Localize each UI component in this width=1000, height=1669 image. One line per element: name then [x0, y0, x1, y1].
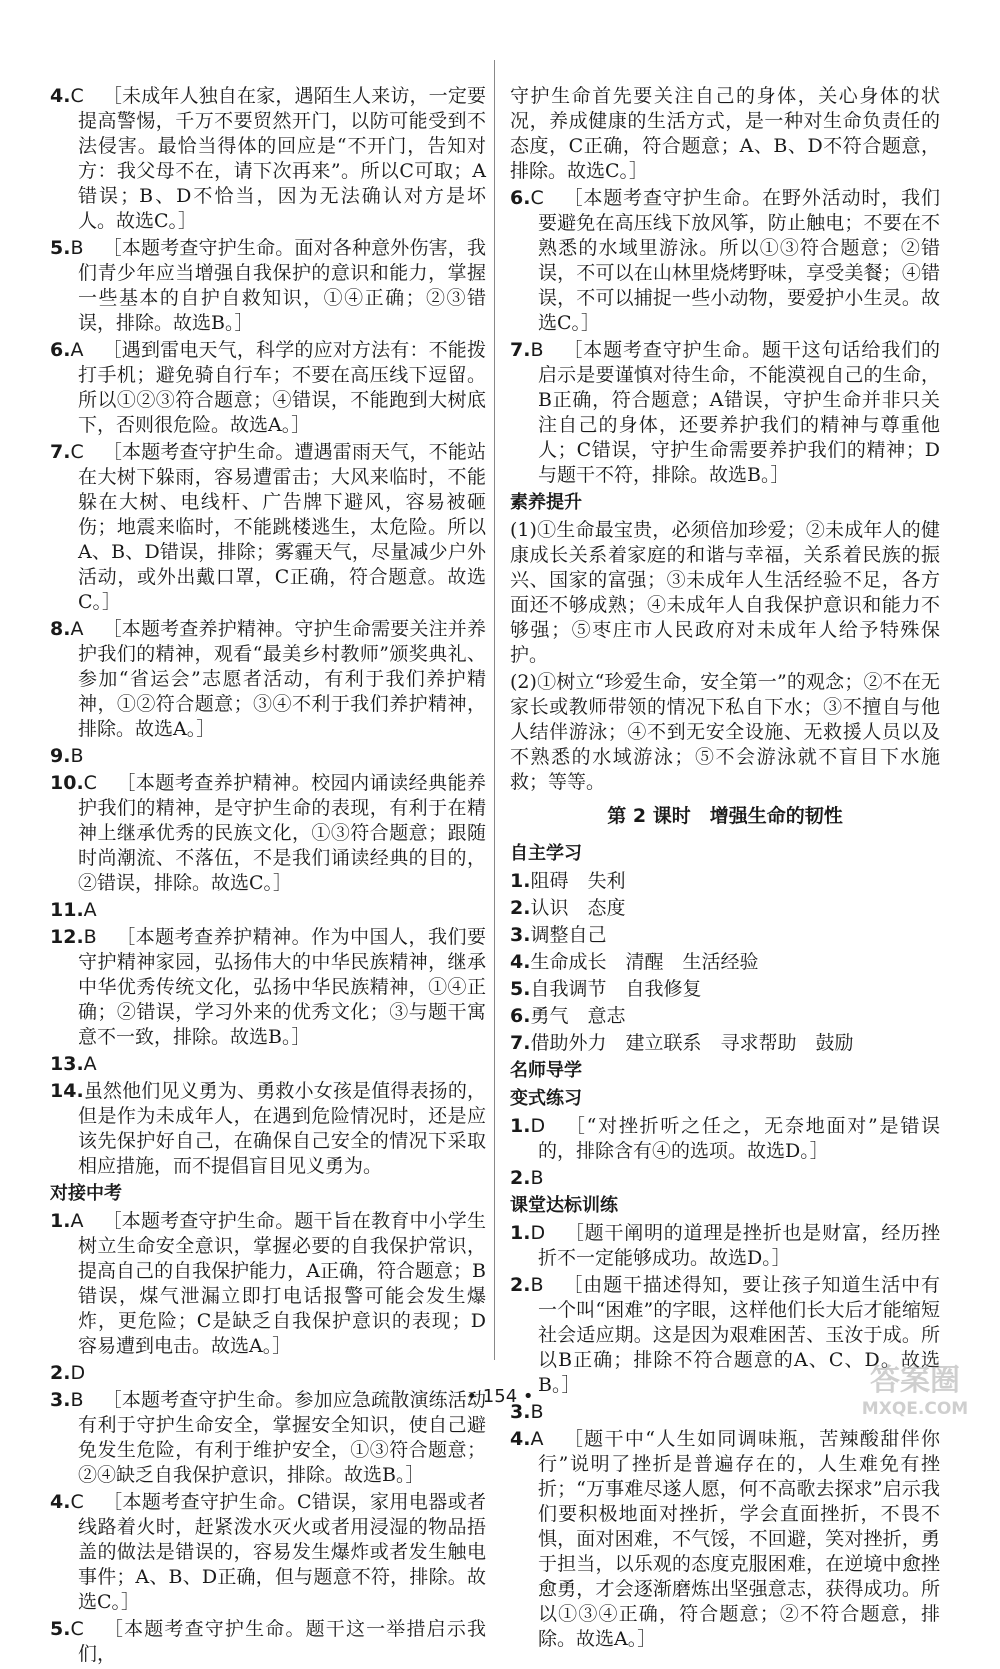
answer-entry	[50, 744, 486, 769]
question-number: 4.	[50, 85, 71, 107]
answer-choice: D	[70, 1362, 86, 1384]
answer-entry	[510, 896, 940, 921]
explanation-text: ［本题考查守护生命。题干旨在教育中小学生树立生命安全意识，掌握必要的自我保护常识，提高自己的自我保护能力，A正确，符合题意；B错误，煤气泄漏立即打电话报警可能会发生爆炸，更危险；C是缺乏自我保护意识的表现；D容易遭到电击。故选A。］	[78, 1210, 486, 1357]
explanation-text: ［遇到雷电天气，科学的应对方法有：不能拨打手机；避免骑自行车；不要在高压线下逗留。所以①②③符合题意；④错误，不能跑到大树底下，否则很危险。故选A。］	[78, 339, 486, 436]
question-number: 5.	[510, 978, 531, 1000]
explanation-text: ［本题考查守护生命。在野外活动时，我们要避免在高压线下放风筝，防止触电；不要在不熟悉的水域里游泳。所以①③符合题意；②错误，不可以在山林里烧烤野味，享受美餐；④错误，不可以捕捉一些小动物，要爱护小生灵。故选C。］	[538, 187, 940, 334]
explanation-text: ［题干中“人生如同调味瓶，苦辣酸甜伴你行”说明了挫折是普遍存在的，人生难免有挫折；“万事难尽遂人愿，何不高歌去探求”启示我们要积极地面对挫折，学会直面挫折，不畏不惧，面对困难，不气馁，不回避，笑对挫折，勇于担当，以乐观的态度克服困难，在逆境中愈挫愈勇，才会逐渐磨炼出坚强意志，获得成功。所以①③④正确，符合题意；②不符合题意，排除。故选A。］	[538, 1428, 940, 1650]
answer-choice: B	[70, 1389, 84, 1411]
answer-entry	[50, 1490, 486, 1615]
explanation-text: ［题干阐明的道理是挫折也是财富，经历挫折不一定能够成功。故选D。］	[538, 1222, 940, 1269]
answer-entry	[50, 925, 486, 1050]
answer-entry	[510, 518, 940, 668]
section-heading: 变式练习	[510, 1088, 582, 1109]
question-number: 2.	[510, 1167, 531, 1189]
answer-entry	[510, 1166, 940, 1191]
answer-choice: B	[530, 1167, 544, 1189]
explanation-text: ［本题考查守护生命。遭遇雷雨天气，不能站在大树下躲雨，容易遭雷击；大风来临时，不能躲在大树、电线杆、广告牌下避风，容易被砸伤；地震来临时，不能跳楼逃生，太危险。所以A、B、D错误，排除；雾霾天气，尽量减少户外活动，或外出戴口罩，C正确，符合题意。故选C。］	[78, 441, 486, 613]
answer-choice: B	[530, 339, 544, 361]
question-number: 5.	[50, 1618, 71, 1640]
explanation-text: 阻碍 失利	[530, 870, 626, 892]
answer-choice: B	[530, 1401, 544, 1423]
explanation-text: ［本题考查守护生命。题干这句话给我们的启示是要谨慎对待生命，不能漠视自己的生命，B正确，符合题意；A错误，守护生命并非只关注自己的身体，还要养护我们的精神与尊重他人；C错误，守护生命需要养护我们的精神；D与题干不符，排除。故选B。］	[538, 339, 940, 486]
answer-entry	[510, 923, 940, 948]
answer-choice: C	[70, 1491, 84, 1513]
answer-entry	[510, 1004, 940, 1029]
explanation-text: ［本题考查守护生命。题干这一举措启示我们，	[78, 1618, 486, 1665]
answer-entry	[50, 236, 486, 336]
answer-entry	[510, 1031, 940, 1056]
answer-choice: A	[70, 339, 84, 361]
question-number: 11.	[50, 899, 84, 921]
explanation-text: (2)①树立“珍爱生命，安全第一”的观念；②不在无家长或教师带领的情况下私自下水；③不擅自与他人结伴游泳；④不到无安全设施、无救援人员以及不熟悉的水域游泳；⑤不会游泳就不盲目下水施救；等等。	[510, 671, 940, 793]
answer-choice: A	[70, 618, 84, 640]
answer-choice: B	[70, 237, 84, 259]
section-heading: 课堂达标训练	[510, 1195, 618, 1216]
question-number: 1.	[510, 1115, 531, 1137]
section-heading: 名师导学	[510, 1060, 582, 1081]
section-heading: 对接中考	[50, 1183, 122, 1204]
watermark-line1: 答案圈	[870, 1363, 960, 1398]
answer-entry	[50, 1079, 486, 1179]
section-heading: 自主学习	[510, 843, 582, 864]
answer-choice: B	[70, 745, 84, 767]
question-number: 2.	[510, 1274, 531, 1296]
answer-entry	[510, 950, 940, 975]
section-heading: 素养提升	[510, 492, 582, 513]
question-number: 6.	[510, 187, 531, 209]
explanation-text: 调整自己	[530, 924, 607, 946]
explanation-text: ［未成年人独自在家，遇陌生人来访，一定要提高警惕，千万不要贸然开门，以防可能受到不法侵害。最恰当得体的回应是“不开门，告知对方：我父母不在，请下次再来”。所以C可取；A错误；B、D不恰当，因为无法确认对方是坏人。故选C。］	[78, 85, 486, 232]
left-column	[50, 84, 486, 1669]
watermark-logo	[840, 1352, 990, 1422]
answer-entry	[510, 1427, 940, 1652]
question-number: 6.	[510, 1005, 531, 1027]
explanation-text: ［本题考查守护生命。参加应急疏散演练活动有利于守护生命安全，掌握安全知识，使自己避免发生危险，有利于维护安全，①③符合题意；②④缺乏自我保护意识，排除。故选B。］	[78, 1389, 486, 1486]
question-number: 3.	[510, 1401, 531, 1423]
answer-choice: B	[83, 926, 97, 948]
explanation-text: 自我调节 自我修复	[530, 978, 702, 1000]
question-number: 10.	[50, 772, 84, 794]
question-number: 6.	[50, 339, 71, 361]
answer-entry	[50, 1209, 486, 1359]
lesson-title: 第 2 课时 增强生命的韧性	[607, 805, 843, 827]
question-number: 5.	[50, 237, 71, 259]
explanation-text: ［本题考查养护精神。校园内诵读经典能养护我们的精神，是守护生命的表现，有利于在精神上继承优秀的民族文化，①③符合题意；跟随时尚潮流、不落伍，不是我们诵读经典的目的，②错误，排除。故选C。］	[78, 772, 486, 894]
answer-entry	[50, 617, 486, 742]
answer-choice: C	[83, 772, 97, 794]
answer-choice: C	[70, 1618, 84, 1640]
answer-entry	[50, 771, 486, 896]
answer-entry	[510, 977, 940, 1002]
answer-choice: A	[83, 1053, 97, 1075]
question-number: 4.	[50, 1491, 71, 1513]
answer-choice: C	[70, 85, 84, 107]
answer-choice: D	[530, 1222, 546, 1244]
explanation-text: 守护生命首先要关注自己的身体，关心身体的状况，养成健康的生活方式，是一种对生命负责任的态度，C正确，符合题意；A、B、D不符合题意，排除。故选C。］	[510, 85, 940, 182]
question-number: 2.	[50, 1362, 71, 1384]
explanation-text: ［由题干描述得知，要让孩子知道生活中有一个叫“困难”的字眼，这样他们长大后才能缩短社会适应期。这是因为艰难困苦、玉汝于成。所以B正确；排除不符合题意的A、C、D。故选B。］	[538, 1274, 940, 1396]
answer-entry	[510, 338, 940, 488]
answer-entry	[50, 440, 486, 615]
answer-entry	[510, 670, 940, 795]
question-number: 4.	[510, 1428, 531, 1450]
answer-choice: D	[530, 1115, 546, 1137]
answer-entry	[50, 1617, 486, 1667]
question-number: 7.	[50, 441, 71, 463]
question-number: 7.	[510, 1032, 531, 1054]
column-divider	[494, 60, 495, 1360]
answer-entry	[50, 1361, 486, 1386]
answer-choice: B	[530, 1274, 544, 1296]
explanation-text: ［本题考查守护生命。面对各种意外伤害，我们青少年应当增强自我保护的意识和能力，掌握一些基本的自护自救知识，①④正确；②③错误，排除。故选B。］	[78, 237, 486, 334]
explanation-text: 勇气 意志	[530, 1005, 626, 1027]
explanation-text: 虽然他们见义勇为、勇救小女孩是值得表扬的，但是作为未成年人，在遇到危险情况时，还是应该先保护好自己，在确保自己安全的情况下采取相应措施，而不提倡盲目见义勇为。	[78, 1080, 486, 1177]
question-number: 1.	[510, 870, 531, 892]
answer-entry	[50, 84, 486, 234]
explanation-text: 借助外力 建立联系 寻求帮助 鼓励	[530, 1032, 854, 1054]
question-number: 12.	[50, 926, 84, 948]
question-number: 14.	[50, 1080, 84, 1102]
answer-choice: A	[530, 1428, 544, 1450]
watermark-line2: MXQE.COM	[861, 1399, 969, 1419]
answer-entry	[50, 338, 486, 438]
answer-entry	[510, 186, 940, 336]
explanation-text: ［本题考查守护生命。C错误，家用电器或者线路着火时，赶紧泼水灭火或者用浸湿的物品捂盖的做法是错误的，容易发生爆炸或者发生触电事件；A、B、D正确，但与题意不符，排除。故选C。］	[78, 1491, 486, 1613]
question-number: 13.	[50, 1053, 84, 1075]
question-number: 1.	[510, 1222, 531, 1244]
explanation-text: ［“对挫折听之任之，无奈地面对”是错误的，排除含有④的选项。故选D。］	[538, 1115, 940, 1162]
explanation-text: 生命成长 清醒 生活经验	[530, 951, 759, 973]
question-number: 4.	[510, 951, 531, 973]
answer-entry	[510, 1221, 940, 1271]
question-number: 3.	[510, 924, 531, 946]
explanation-text: ［本题考查养护精神。守护生命需要关注并养护我们的精神，观看“最美乡村教师”颁奖典礼、参加“省运会”志愿者活动，有利于我们养护精神，①②符合题意；③④不利于我们养护精神，排除。故选A。］	[78, 618, 486, 740]
answer-entry	[510, 84, 940, 184]
explanation-text: (1)①生命最宝贵，必须倍加珍爱；②未成年人的健康成长关系着家庭的和谐与幸福，关系着民族的振兴、国家的富强；③未成年人生活经验不足，各方面还不够成熟；④未成年人自我保护意识和能力不够强；⑤枣庄市人民政府对未成年人给予特殊保护。	[510, 519, 940, 666]
answer-choice: A	[70, 1210, 84, 1232]
question-number: 3.	[50, 1389, 71, 1411]
answer-entry	[510, 869, 940, 894]
explanation-text: 认识 态度	[530, 897, 626, 919]
answer-choice: C	[530, 187, 544, 209]
question-number: 2.	[510, 897, 531, 919]
answer-entry	[50, 898, 486, 923]
page-number: • 154 •	[466, 1386, 534, 1407]
answer-choice: C	[70, 441, 84, 463]
question-number: 8.	[50, 618, 71, 640]
explanation-text: ［本题考查养护精神。作为中国人，我们要守护精神家园，弘扬伟大的中华民族精神，继承中华优秀传统文化，弘扬中华民族精神，①④正确；②错误，学习外来的优秀文化；③与题干寓意不一致，排除。故选B。］	[78, 926, 486, 1048]
question-number: 1.	[50, 1210, 71, 1232]
answer-entry	[50, 1052, 486, 1077]
question-number: 9.	[50, 745, 71, 767]
answer-choice: A	[83, 899, 97, 921]
answer-entry	[510, 1114, 940, 1164]
question-number: 7.	[510, 339, 531, 361]
